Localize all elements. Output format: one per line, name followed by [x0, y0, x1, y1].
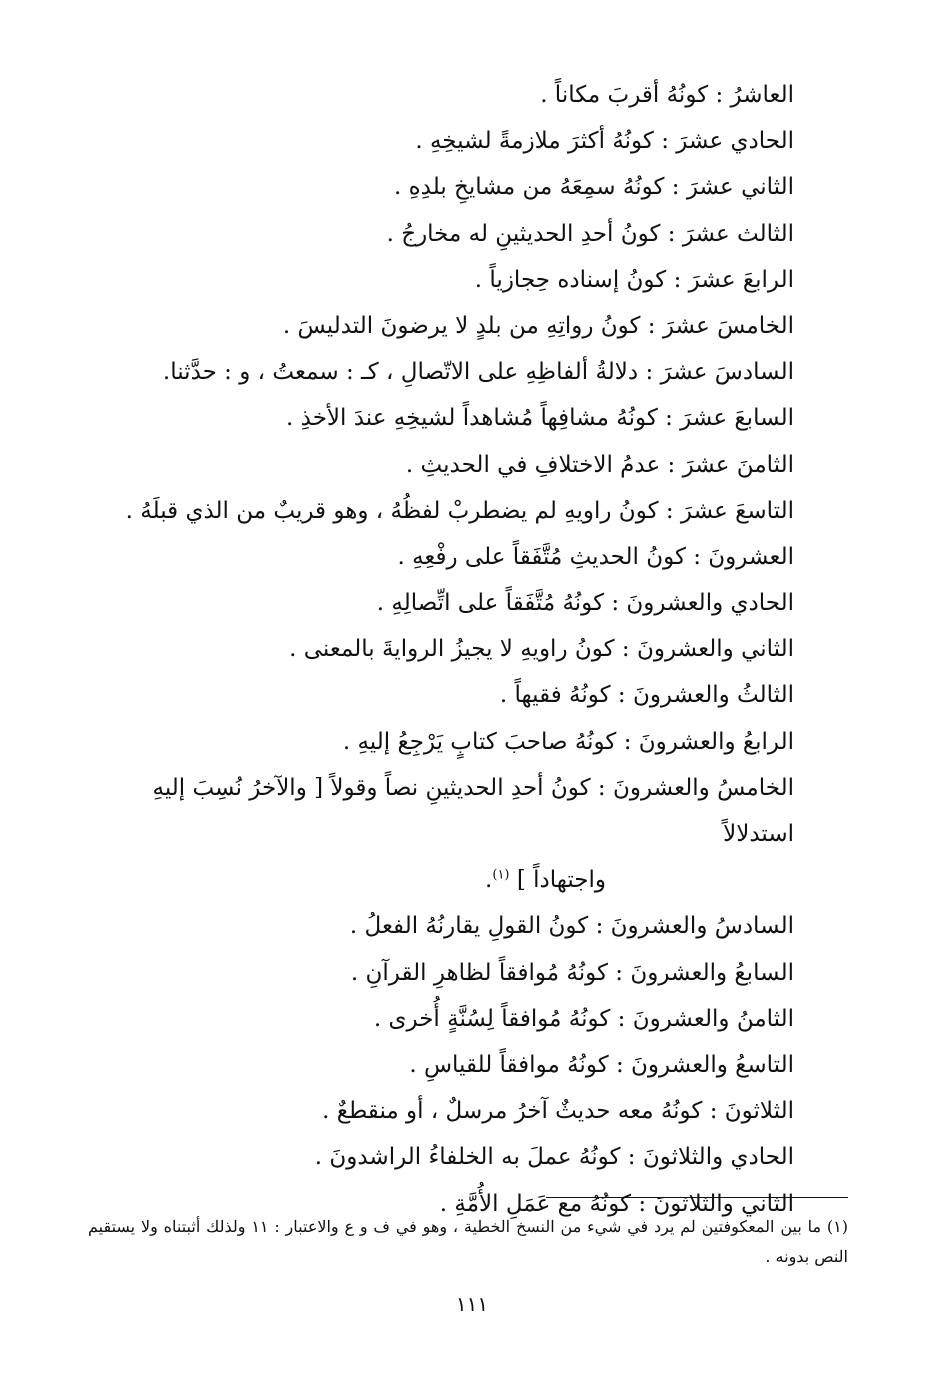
text-line-19: الثامنُ والعشرونَ : كونُهُ مُوافقاً لِسُنَّةٍ أُخرى .	[373, 1005, 794, 1032]
text-line-23: الثاني والثلاثونَ : كونُهُ مع عَمَلِ الأُمَّةِ .	[439, 1190, 794, 1217]
text-line-6: الخامسَ عشرَ : كونُ رواتِهِ من بلدٍ لا يرضونَ التدليسَ .	[282, 312, 794, 339]
text-line-20: التاسعُ والعشرونَ : كونُهُ موافقاً للقياسِ .	[409, 1051, 794, 1078]
footnote-reference[interactable]: (١)	[492, 867, 510, 883]
text-line-17: السادسُ والعشرونَ : كونُ القولِ يقارنُهُ الفعلُ .	[349, 913, 794, 940]
footnote-separator	[546, 1197, 848, 1198]
main-text	[94, 72, 794, 1227]
text-line-18: السابعُ والعشرونَ : كونُهُ مُوافقاً لظاهرِ القرآنِ .	[350, 959, 794, 986]
text-line-16-first: الخامسُ والعشرونَ : كونُ أحدِ الحديثينِ نصاً وقولاً [ والآخرُ نُسِبَ إليهِ استدلالاً	[152, 774, 794, 848]
text-line-5: الرابعَ عشرَ : كونُ إسناده حِجازياً .	[474, 266, 794, 293]
text-line-1: العاشرُ : كونُهُ أقربَ مكاناً .	[540, 82, 794, 108]
text-line-16-second: واجتهاداً ]	[516, 867, 606, 894]
text-line-15: الرابعُ والعشرونَ : كونُهُ صاحبَ كتابٍ يَرْجِعُ إليهِ .	[342, 728, 794, 755]
text-line-12: الحادي والعشرونَ : كونُهُ مُتَّفَقاً على اتِّصالِهِ .	[376, 590, 794, 617]
text-line-2: الحادي عشرَ : كونُهُ أكثرَ ملازمةً لشيخِهِ .	[415, 128, 794, 155]
text-line-9: الثامنَ عشرَ : عدمُ الاختلافِ في الحديثِ .	[405, 451, 794, 478]
text-line-7: السادسَ عشرَ : دلالةُ ألفاظِهِ على الاتّصالِ ، كـ : سمعتُ ، و : حدَّثنا.	[162, 359, 794, 386]
text-line-14: الثالثُ والعشرونَ : كونُهُ فقيهاً .	[499, 682, 794, 709]
text-line-11: العشرونَ : كونُ الحديثِ مُتَّفَقاً على رفْعِهِ .	[397, 543, 794, 570]
text-line-16	[94, 765, 794, 904]
footnote: (١) ما بين المعكوفتين لم يرد في شيء من النسخ الخطية ، وهو في ف و ع والاعتبار : ١١ ولذلك أثبتناه ولا يستقيم النص بدونه .	[88, 1217, 848, 1266]
text-line-16-end: .	[485, 867, 493, 894]
text-line-4: الثالث عشرَ : كونُ أحدِ الحديثينِ له مخارجُ .	[386, 220, 794, 247]
text-line-10: التاسعَ عشرَ : كونُ راويهِ لم يضطربْ لفظُهُ ، وهو قريبٌ من الذي قبلَهُ .	[125, 497, 794, 524]
page-number: ١١١	[455, 1292, 489, 1316]
text-line-13: الثاني والعشرونَ : كونُ راويهِ لا يجيزُ الروايةَ بالمعنى .	[289, 636, 794, 663]
text-line-3: الثاني عشرَ : كونُهُ سمِعَهُ من مشايخِ بلدِهِ .	[393, 174, 794, 201]
text-line-21: الثلاثونَ : كونُهُ معه حديثٌ آخرُ مرسلٌ ، أو منقطعٌ .	[322, 1098, 794, 1125]
text-line-8: السابعَ عشرَ : كونُهُ مشافِهاً مُشاهداً لشيخِهِ عندَ الأخذِ .	[286, 405, 794, 432]
text-line-16-continuation	[94, 857, 794, 903]
text-line-22: الحادي والثلاثونَ : كونُهُ عملَ به الخلفاءُ الراشدونَ .	[314, 1144, 794, 1171]
